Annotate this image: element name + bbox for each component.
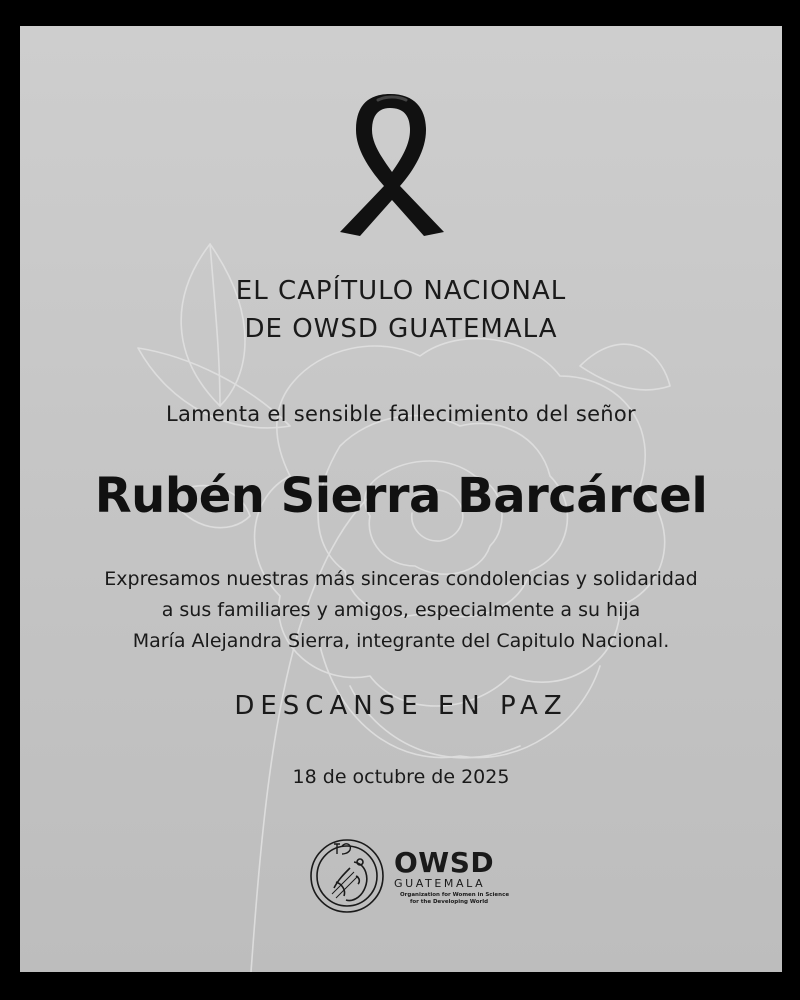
date-text: 18 de octubre de 2025 (292, 766, 510, 788)
deceased-name: Rubén Sierra Barcárcel (94, 468, 708, 524)
logo-tagline (400, 892, 510, 906)
logo-brand: OWSD (394, 846, 495, 879)
condolence-card (20, 26, 782, 972)
condolences-line2: a sus familiares y amigos, especialmente a su hija (161, 599, 641, 621)
chapter-title-line2: DE OWSD GUATEMALA (244, 314, 558, 344)
lament-text: Lamenta el sensible fallecimiento del señor (166, 402, 636, 426)
rest-in-peace: DESCANSE EN PAZ (234, 691, 568, 721)
logo-country: GUATEMALA (394, 877, 486, 890)
logo-tagline-line2: for the Developing World (410, 899, 489, 905)
condolences-line1: Expresamos nuestras más sinceras condolencias y solidaridad (104, 568, 698, 590)
chapter-title-line1: EL CAPÍTULO NACIONAL (235, 276, 567, 306)
condolences-text (20, 564, 782, 657)
owsd-logo (306, 832, 510, 916)
logo-tagline-line1: Organization for Women in Science (400, 892, 510, 898)
chapter-title (20, 272, 782, 348)
mourning-ribbon-icon (320, 86, 460, 242)
owsd-emblem-icon (306, 832, 388, 916)
condolences-line3: María Alejandra Sierra, integrante del Capitulo Nacional. (132, 630, 670, 652)
